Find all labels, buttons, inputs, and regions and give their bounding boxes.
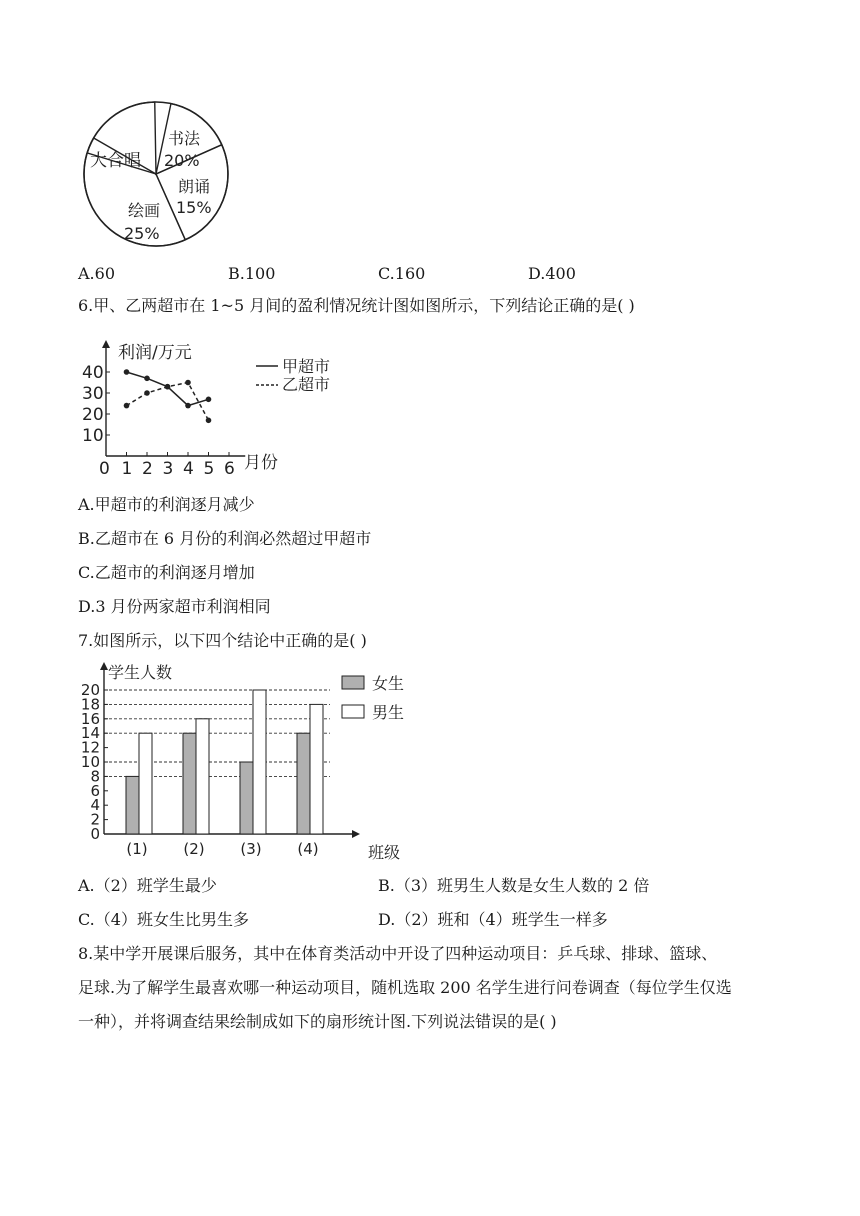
q8-line-3: 一种），并将调查结果绘制成如下的扇形统计图.下列说法错误的是( ) bbox=[78, 1012, 557, 1031]
lc-xtick-label: 4 bbox=[183, 459, 194, 476]
pie-label-calligraphy-pct: 20% bbox=[164, 151, 200, 170]
bc-bar-1-2 bbox=[253, 690, 266, 834]
line-chart-series bbox=[124, 369, 212, 423]
q8-line-2: 足球.为了解学生最喜欢哪一种运动项目，随机选取 200 名学生进行问卷调查（每位学生仅选 bbox=[78, 978, 732, 997]
bc-ytick-label: 4 bbox=[90, 796, 100, 815]
bc-ytick-label: 20 bbox=[80, 681, 100, 699]
lc-point bbox=[206, 418, 212, 424]
bc-category-label: (2) bbox=[183, 840, 205, 858]
lc-xtick-label: 0 bbox=[99, 459, 110, 476]
pie-chart bbox=[76, 94, 236, 254]
bc-ytick-label: 10 bbox=[80, 753, 100, 771]
q6-stem: 6.甲、乙两超市在 1~5 月间的盈利情况统计图如图所示，下列结论正确的是( ) bbox=[78, 296, 635, 315]
bc-bar-1-1 bbox=[196, 719, 209, 834]
bc-ytick-label: 12 bbox=[80, 738, 100, 757]
q7-option-d: D.（2）班和（4）班学生一样多 bbox=[378, 910, 608, 929]
q5-option-d: D.400 bbox=[528, 264, 576, 283]
bc-bar-0-1 bbox=[183, 733, 196, 834]
q7-option-c: C.（4）班女生比男生多 bbox=[78, 910, 249, 929]
lc-xtick-label: 6 bbox=[224, 459, 235, 476]
q6-option-c: C.乙超市的利润逐月增加 bbox=[78, 563, 255, 582]
q7-option-a: A.（2）班学生最少 bbox=[78, 876, 217, 895]
pie-label-recitation-pct: 15% bbox=[176, 198, 212, 217]
lc-point bbox=[185, 403, 191, 409]
lc-point bbox=[185, 380, 191, 386]
bc-ytick-label: 18 bbox=[80, 695, 100, 714]
bc-bar-0-3 bbox=[297, 733, 310, 834]
lc-point bbox=[144, 376, 150, 382]
bc-bar-0-2 bbox=[240, 762, 253, 834]
lc-point bbox=[124, 369, 130, 375]
bc-ytick-label: 16 bbox=[80, 709, 100, 728]
bar-chart bbox=[80, 658, 420, 868]
q5-option-a: A.60 bbox=[78, 264, 115, 283]
bc-ytick-label: 2 bbox=[90, 810, 100, 829]
bc-ytick-label: 0 bbox=[90, 825, 100, 843]
lc-ytick-label: 40 bbox=[82, 363, 104, 383]
lc-ytick-label: 10 bbox=[82, 426, 104, 446]
q6-option-a: A.甲超市的利润逐月减少 bbox=[78, 495, 255, 514]
pie-label-painting-pct: 25% bbox=[124, 224, 160, 243]
lc-point bbox=[144, 390, 150, 396]
pie-label-chorus: 大合唱 bbox=[90, 151, 141, 171]
q8-line-1: 8.某中学开展课后服务，其中在体育类活动中开设了四种运动项目：乒乓球、排球、篮球、 bbox=[78, 944, 718, 963]
bc-ytick-label: 14 bbox=[80, 724, 100, 743]
lc-ytick-label: 20 bbox=[82, 405, 104, 425]
q7-stem: 7.如图所示，以下四个结论中正确的是( ) bbox=[78, 631, 367, 650]
line-chart-legend bbox=[256, 357, 330, 394]
pie-label-recitation: 朗诵 bbox=[178, 177, 211, 196]
bc-bar-0-0 bbox=[126, 776, 139, 834]
line-chart-ticks bbox=[82, 363, 235, 476]
bar-chart-ylabel: 学生人数 bbox=[108, 663, 173, 682]
lc-xtick-label: 1 bbox=[121, 459, 133, 476]
lc-point bbox=[124, 403, 130, 409]
q6-option-b: B.乙超市在 6 月份的利润必然超过甲超市 bbox=[78, 529, 372, 548]
bc-category-label: (4) bbox=[297, 840, 319, 858]
bc-y-arrow bbox=[100, 662, 108, 670]
bc-ytick-label: 8 bbox=[90, 767, 100, 786]
line-chart-ylabel: 利润/万元 bbox=[118, 343, 192, 363]
bc-bar-1-0 bbox=[139, 733, 152, 834]
lc-point bbox=[165, 384, 171, 390]
line-chart-xlabel: 月份 bbox=[244, 453, 278, 473]
line-chart bbox=[80, 336, 350, 476]
q5-option-b: B.100 bbox=[228, 264, 276, 283]
lc-xtick-label: 3 bbox=[162, 459, 174, 476]
lc-ytick-label: 30 bbox=[82, 384, 104, 404]
legend-boys: 男生 bbox=[372, 703, 405, 722]
pie-label-calligraphy: 书法 bbox=[168, 129, 201, 148]
bc-x-arrow bbox=[352, 830, 360, 838]
lc-xtick-label: 2 bbox=[142, 459, 153, 476]
q6-option-d: D.3 月份两家超市利润相同 bbox=[78, 597, 271, 616]
q5-option-c: C.160 bbox=[378, 264, 426, 283]
bc-ytick-label: 6 bbox=[90, 781, 100, 800]
bc-category-label: (3) bbox=[240, 840, 262, 858]
lc-y-arrow bbox=[102, 340, 110, 348]
q7-option-b: B.（3）班男生人数是女生人数的 2 倍 bbox=[378, 876, 650, 895]
bc-category-label: (1) bbox=[126, 840, 148, 858]
pie-label-painting: 绘画 bbox=[128, 201, 161, 220]
lc-xtick-label: 5 bbox=[203, 459, 215, 476]
lc-point bbox=[206, 397, 212, 403]
bc-bar-1-3 bbox=[310, 704, 323, 834]
legend-jia: 甲超市 bbox=[282, 357, 331, 376]
bar-chart-xlabel: 班级 bbox=[368, 843, 401, 862]
bar-chart-legend bbox=[342, 674, 404, 722]
bar-chart-guides bbox=[104, 690, 330, 776]
legend-girls: 女生 bbox=[372, 674, 405, 693]
legend-yi: 乙超市 bbox=[282, 375, 331, 394]
